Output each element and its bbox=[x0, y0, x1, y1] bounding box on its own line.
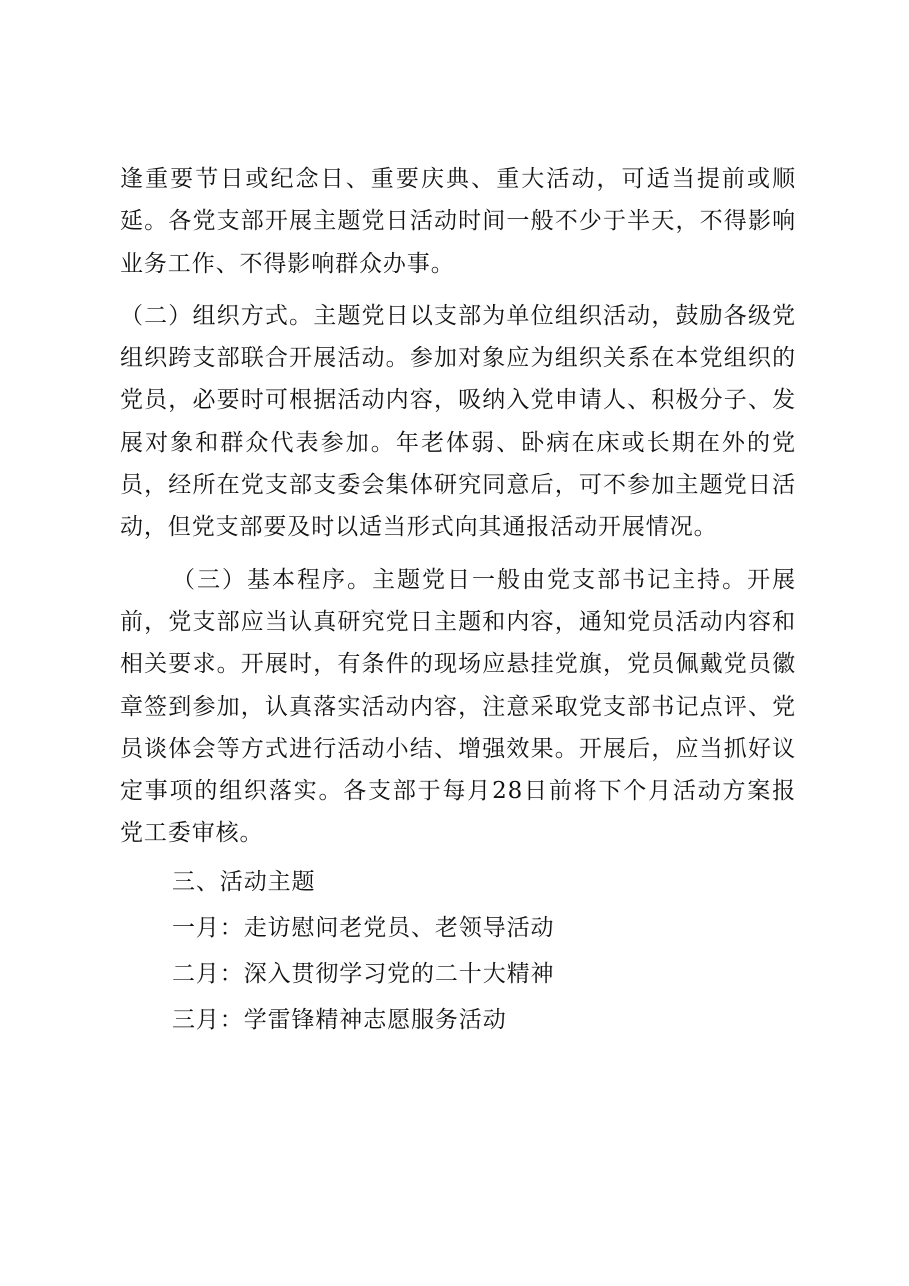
paragraph-organization bbox=[120, 295, 796, 549]
paragraph-timing-text: 逢重要节日或纪念日、重要庆典、重大活动，可适当提前或顺延。各党支部开展主题党日活动时间一般不少于半天，不得影响业务工作、不得影响群众办事。 bbox=[120, 166, 796, 277]
month-item-march: 三月：学雷锋精神志愿服务活动 bbox=[172, 1006, 507, 1033]
paragraph-procedure-text: （三）基本程序。主题党日一般由党支部书记主持。开展前，党支部应当认真研究党日主题和内容，通知党员活动内容和相关要求。开展时，有条件的现场应悬挂党旗，党员佩戴党员徽章签到参加，认真落实活动内容，注意采取党支部书记点评、党员谈体会等方式进行活动小结、增强效果。开展后，应当抓好议定事项的组织落实。各支部于每月28日前将下个月活动方案报党工委审核。 bbox=[120, 566, 796, 847]
paragraph-organization-text: （二）组织方式。主题党日以支部为单位组织活动，鼓励各级党组织跨支部联合开展活动。参加对象应为组织关系在本党组织的党员，必要时可根据活动内容，吸纳入党申请人、积极分子、发展对象和群众代表参加。年老体弱、卧病在床或长期在外的党员，经所在党支部支委会集体研究同意后，可不参加主题党日活动，但党支部要及时以适当形式向其通报活动开展情况。 bbox=[120, 302, 796, 541]
document-body bbox=[120, 158, 796, 1043]
month-item-january: 一月：走访慰问老党员、老领导活动 bbox=[172, 914, 555, 941]
month-item-february: 二月：深入贯彻学习党的二十大精神 bbox=[172, 960, 555, 987]
paragraph-timing bbox=[120, 158, 796, 285]
paragraph-procedure bbox=[120, 559, 796, 855]
section-title-activity-themes: 三、活动主题 bbox=[172, 868, 316, 895]
